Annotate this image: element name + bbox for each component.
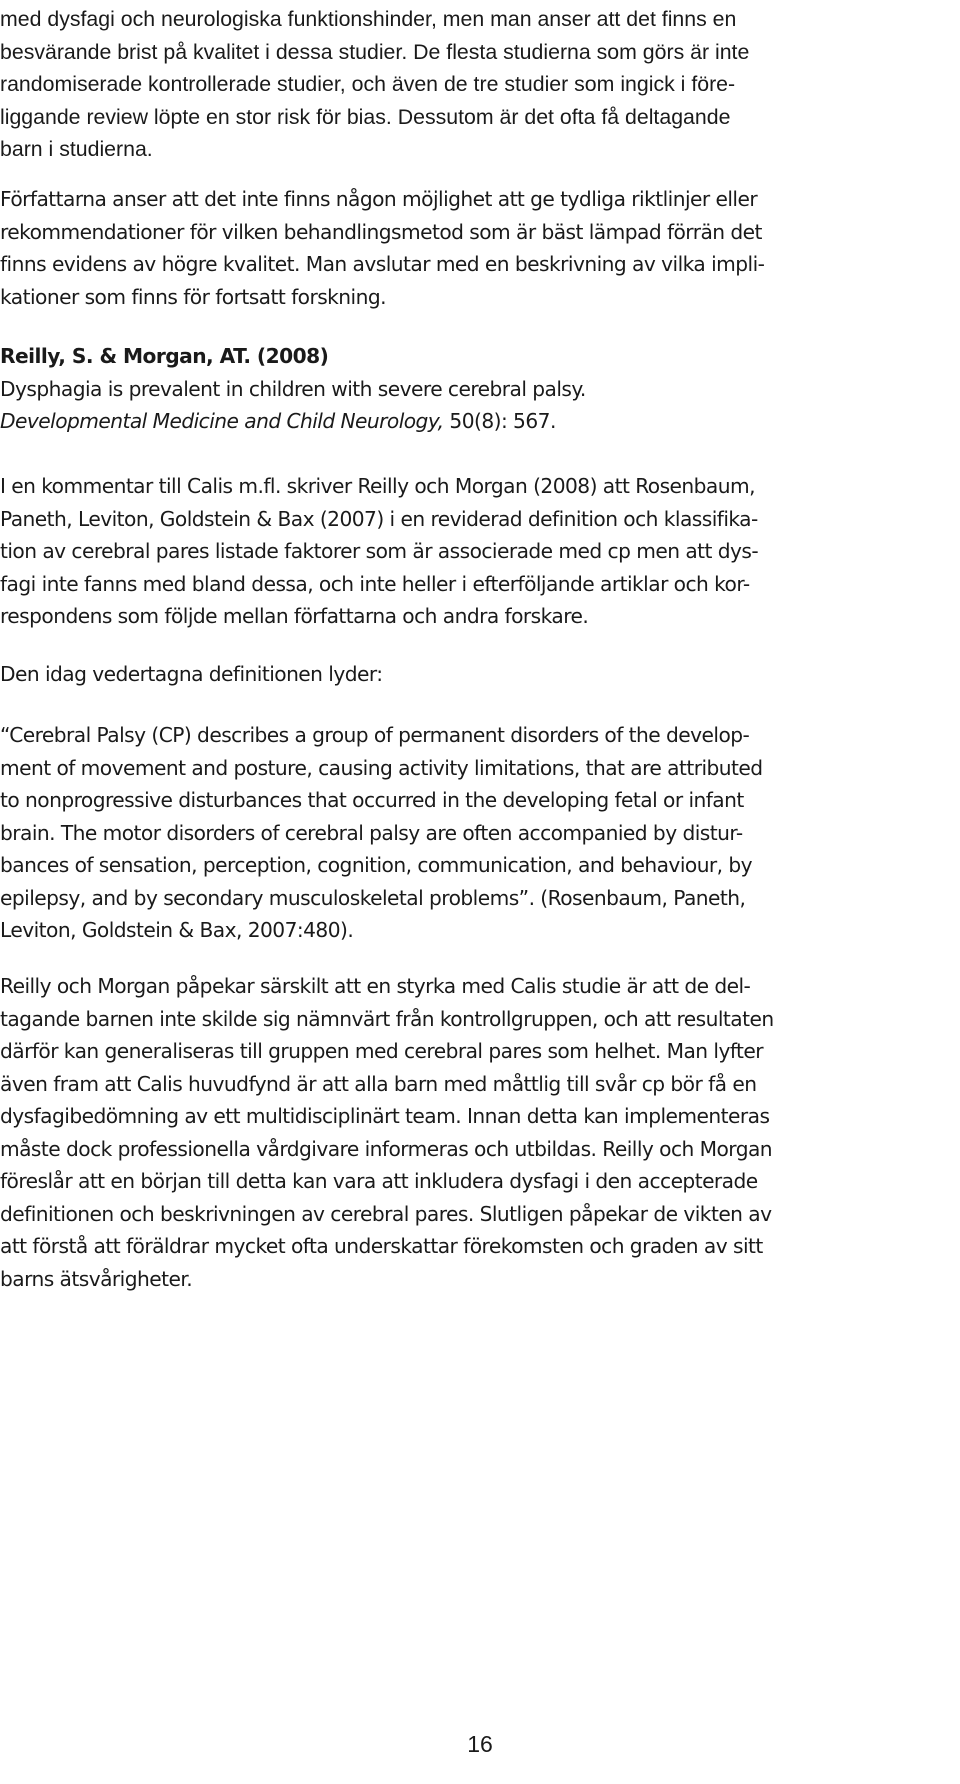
text-line: tion av cerebral pares listade faktorer som är associerade med cp men att dys-: [0, 539, 759, 563]
text-line: bances of sensation, perception, cognition, communication, and behaviour, by: [0, 853, 753, 877]
text-line: liggande review löpte en stor risk för bias. Dessutom är det ofta få deltagande: [0, 104, 731, 129]
cp-definition-quote: [0, 719, 955, 947]
text-line: Reilly och Morgan påpekar särskilt att en styrka med Calis studie är att de del-: [0, 974, 751, 998]
reilly-morgan-paragraph: [0, 970, 955, 1295]
authors-view-paragraph: [0, 183, 955, 313]
reference-authors: Reilly, S. & Morgan, AT.: [0, 344, 251, 368]
text-line: därför kan generaliseras till gruppen med cerebral pares som helhet. Man lyfter: [0, 1039, 764, 1063]
reference-block: [0, 340, 955, 438]
text-line: föreslår att en början till detta kan vara att inkludera dysfagi i den accepterade: [0, 1169, 758, 1193]
text-line: “Cerebral Palsy (CP) describes a group of permanent disorders of the develop-: [0, 723, 750, 747]
text-line: epilepsy, and by secondary musculoskeletal problems”. (Rosenbaum, Paneth,: [0, 885, 746, 910]
text-line: barn i studierna.: [0, 137, 153, 161]
text-line: även fram att Calis huvudfynd är att alla barn med måttlig till svår cp bör få en: [0, 1071, 757, 1096]
text-line: besvärande brist på kvalitet i dessa studier. De flesta studierna som görs är inte: [0, 39, 750, 64]
text-line: Paneth, Leviton, Goldstein & Bax (2007) i en reviderad definition och klassifika-: [0, 506, 758, 531]
text-line: rekommendationer för vilken behandlingsmetod som är bäst lämpad förrän det: [0, 219, 762, 244]
reference-volume: 50(8): 567.: [449, 409, 556, 433]
text-line: Leviton, Goldstein & Bax, 2007:480).: [0, 918, 354, 942]
definition-intro: [0, 658, 955, 691]
text-line: kationer som finns för fortsatt forskning.: [0, 284, 386, 309]
text-line: Författarna anser att det inte finns någon möjlighet att ge tydliga riktlinjer eller: [0, 187, 758, 211]
page-number: 16: [467, 1731, 493, 1757]
reference-title: Dysphagia is prevalent in children with severe cerebral palsy.: [0, 376, 586, 401]
reference-heading: [0, 340, 955, 373]
intro-paragraph: [0, 3, 955, 166]
reference-journal: Developmental Medicine and Child Neurology,: [0, 409, 444, 433]
text-line: finns evidens av högre kvalitet. Man avslutar med en beskrivning av vilka impli-: [0, 252, 765, 276]
text-line: ment of movement and posture, causing activity limitations, that are attributed: [0, 755, 763, 780]
text-line: I en kommentar till Calis m.fl. skriver Reilly och Morgan (2008) att Rosenbaum,: [0, 474, 755, 498]
commentary-paragraph: [0, 470, 955, 633]
reference-source: [0, 405, 955, 438]
text-line: måste dock professionella vårdgivare informeras och utbildas. Reilly och Morgan: [0, 1136, 773, 1161]
text-line: randomiserade kontrollerade studier, och även de tre studier som ingick i före-: [0, 72, 736, 96]
text-line: dysfagibedömning av ett multidisciplinärt team. Innan detta kan implementeras: [0, 1104, 770, 1128]
text-line: att förstå att föräldrar mycket ofta underskattar förekomsten och graden av sitt: [0, 1234, 763, 1258]
text-line: barns ätsvårigheter.: [0, 1266, 193, 1291]
reference-year: (2008): [256, 344, 329, 368]
text-line: tagande barnen inte skilde sig nämnvärt från kontrollgruppen, och att resultaten: [0, 1006, 774, 1031]
text-line: Den idag vedertagna definitionen lyder:: [0, 662, 383, 686]
text-line: respondens som följde mellan författarna och andra forskare.: [0, 604, 589, 628]
text-line: to nonprogressive disturbances that occurred in the developing fetal or infant: [0, 788, 744, 812]
text-line: fagi inte fanns med bland dessa, och inte heller i efterföljande artiklar och kor-: [0, 571, 750, 596]
text-line: med dysfagi och neurologiska funktionshinder, men man anser att det finns en: [0, 7, 737, 31]
text-line: brain. The motor disorders of cerebral palsy are often accompanied by distur-: [0, 820, 743, 845]
text-line: definitionen och beskrivningen av cerebral pares. Slutligen påpekar de vikten av: [0, 1201, 772, 1226]
